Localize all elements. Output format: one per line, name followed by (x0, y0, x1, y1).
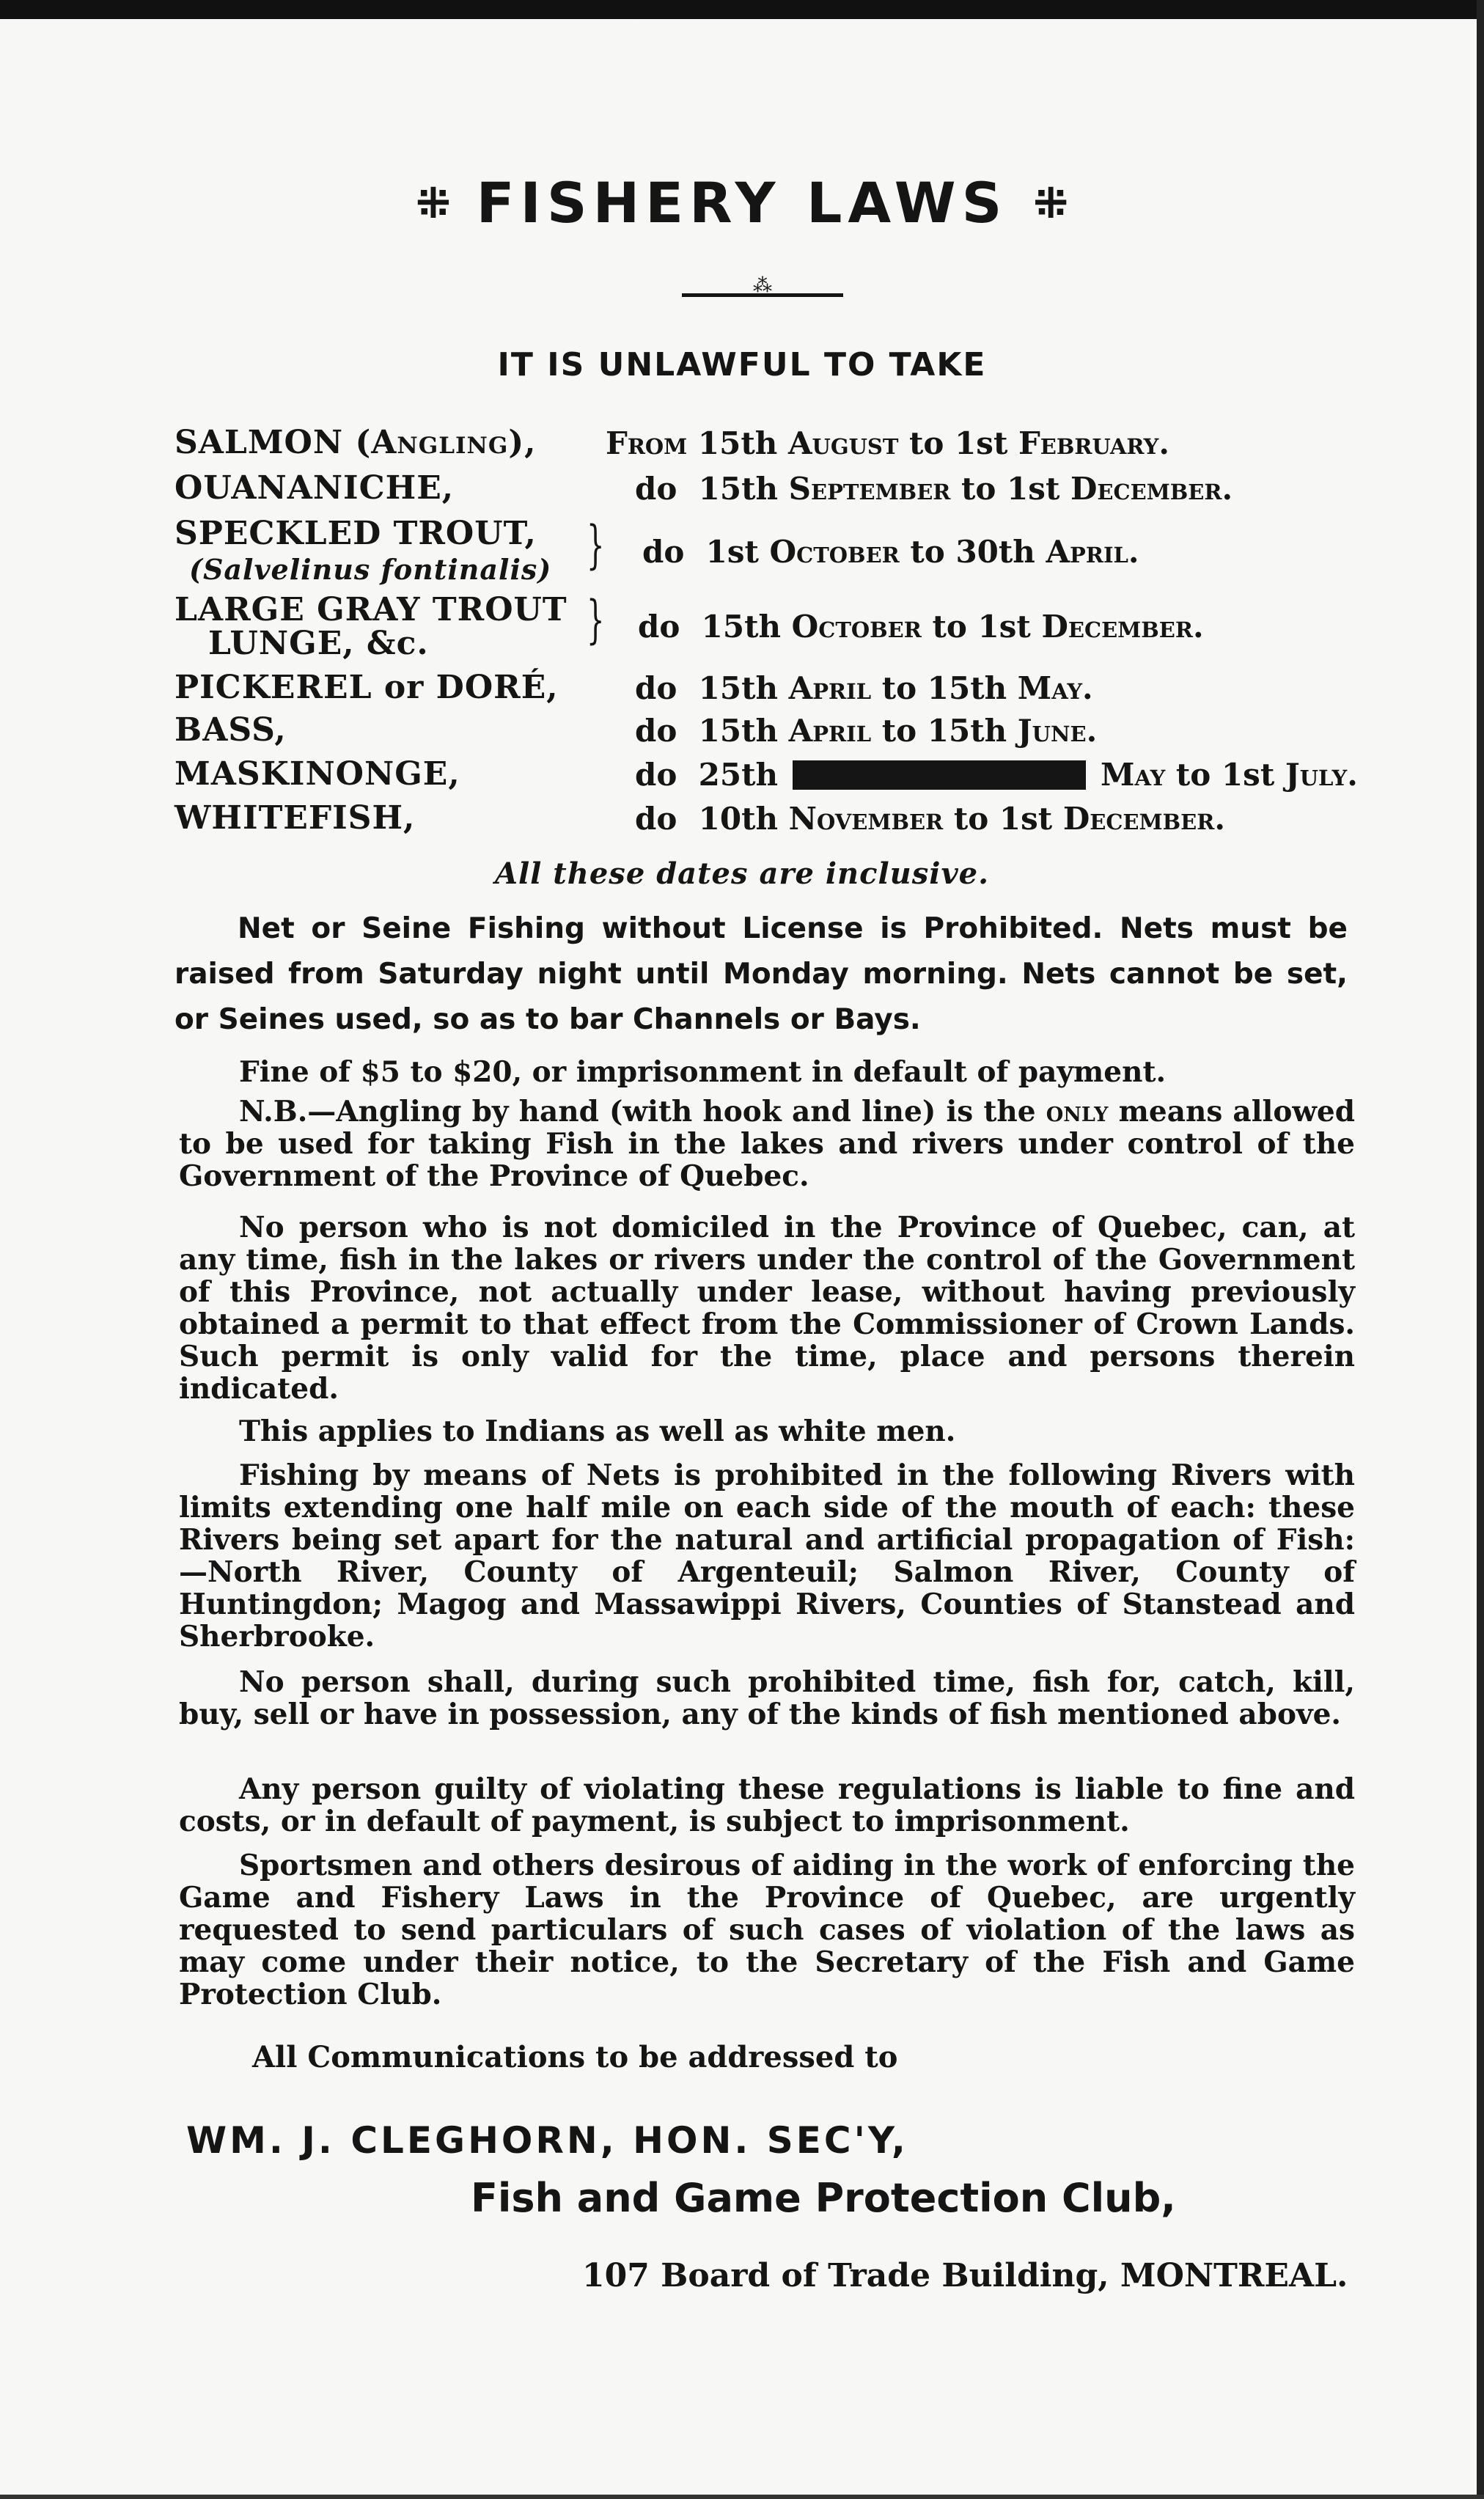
season-period-pickerel: do 15th April to 15th May. (635, 670, 1093, 706)
secretary-name: WM. J. CLEGHORN, HON. SEC'Y, (186, 2119, 908, 2162)
club-address: 107 Board of Trade Building, MONTREAL. (582, 2257, 1348, 2294)
fish-name-ouananiche: OUANANICHE, (175, 469, 455, 507)
fish-name-whitefish: WHITEFISH, (175, 799, 416, 837)
fish-name-salmon: SALMON (Angling), (175, 424, 537, 461)
scan-mark (629, 6, 645, 19)
fish-name-lunge: LUNGE, &c. (208, 625, 429, 662)
nb-paragraph: N.B.—Angling by hand (with hook and line) is the only means allowed to be used for taking Fish in the lakes and rivers under control of the Government of the Province of Quebec. (179, 1095, 1355, 1193)
sportsmen-paragraph: Sportsmen and others desirous of aiding in the work of enforcing the Game and Fishery Laws in the Province of Quebec, are urgently requested to send particulars of such cases of violation of the laws as may come under their notice, to the Secretary of the Fish and Game Protection Club. (179, 1849, 1355, 2011)
fine-paragraph: Fine of $5 to $20, or imprisonment in default of payment. (239, 1055, 1167, 1089)
season-period-whitefish: do 10th November to 1st December. (635, 801, 1225, 837)
divider-ornament-icon: ⁂ (753, 275, 772, 297)
club-name: Fish and Game Protection Club, (471, 2175, 1176, 2221)
fish-name-speckled-trout: SPECKLED TROUT, (175, 515, 537, 552)
page-title-text: FISHERY LAWS (476, 170, 1008, 235)
fish-latin-name: (Salvelinus fontinalis) (189, 553, 552, 586)
season-period-large-gray-trout: do 15th October to 1st December. (638, 609, 1204, 645)
domicile-paragraph: No person who is not domiciled in the Province of Quebec, can, at any time, fish in the lakes or rivers under the control of the Government of this Province, not actually under lease, without having previously obtained a permit to that effect from the Commissioner of Crown Lands. Such permit is only valid for the time, place and persons therein indicated. (179, 1211, 1355, 1406)
season-period-bass: do 15th April to 15th June. (635, 713, 1098, 749)
fish-name-maskinonge: MASKINONGE, (175, 755, 460, 793)
brace-speckled-trout: } (587, 515, 605, 575)
prohibited-time-paragraph: No person shall, during such prohibited time, fish for, catch, kill, buy, sell or have in possession, any of the kinds of fish mentioned above. (179, 1665, 1355, 1731)
struck-out-text (793, 760, 1086, 790)
page-title (0, 170, 1484, 235)
inclusive-note: All these dates are inclusive. (494, 856, 990, 891)
scan-bottom-border (0, 2495, 1484, 2499)
indians-paragraph: This applies to Indians as well as white men. (239, 1414, 956, 1448)
net-fishing-rule: Net or Seine Fishing without License is Prohibited. Nets must be raised from Saturday night until Monday morning. Nets cannot be set, or Seines used, so as to bar Channels or Bays. (175, 912, 1348, 1036)
brace-large-gray-trout: } (587, 590, 605, 650)
season-period-maskinonge: do 25th May to 1st July. (635, 757, 1358, 793)
penalty-paragraph: Any person guilty of violating these regulations is liable to fine and costs, or in default of payment, is subject to imprisonment. (179, 1772, 1355, 1838)
fish-name-bass: BASS, (175, 711, 287, 749)
subtitle: IT IS UNLAWFUL TO TAKE (497, 346, 987, 384)
nets-rivers-paragraph: Fishing by means of Nets is prohibited in the following Rivers with limits extending one half mile on each side of the mouth of each: these Rivers being set apart for the natural and artificial propagation of Fish:—North River, County of Argenteuil; Salmon River, County of Huntingdon; Magog and Massawippi Rivers, Counties of Stanstead and Sherbrooke. (179, 1458, 1355, 1654)
season-period-speckled-trout: do 1st October to 30th April. (642, 534, 1139, 570)
fish-name-pickerel: PICKEREL or DORÉ, (175, 669, 559, 706)
season-period-salmon: From 15th August to 1st February. (606, 425, 1169, 461)
ornament-left-icon: ⁜ (415, 178, 452, 228)
ornament-right-icon: ⁜ (1032, 178, 1069, 228)
address-intro: All Communications to be addressed to (252, 2040, 898, 2074)
scan-top-border (0, 0, 1484, 19)
fish-name-large-gray-trout: LARGE GRAY TROUT (175, 591, 567, 628)
season-period-ouananiche: do 15th September to 1st December. (635, 471, 1233, 507)
